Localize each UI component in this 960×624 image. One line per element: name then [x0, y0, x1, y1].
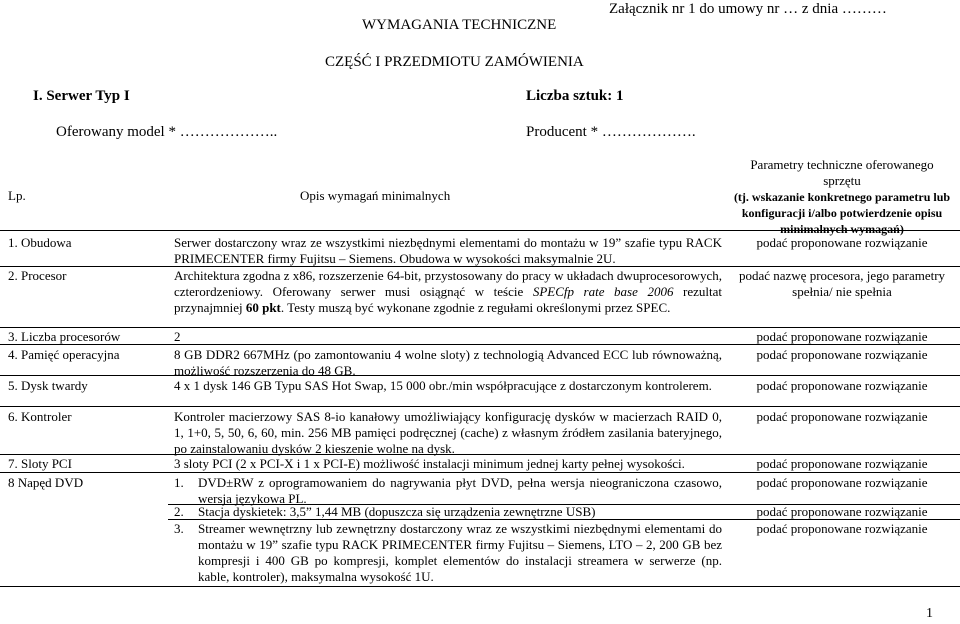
server-type: I. Serwer Typ I [33, 88, 130, 104]
row-description: 8 GB DDR2 667MHz (po zamontowaniu 4 wolne sloty) z technologią Advanced ECC lub równoważną, możliwość rozszerzenia do 48 GB. [174, 347, 722, 378]
sub-item-number: 2. [174, 504, 184, 519]
sub-item [174, 475, 722, 507]
row-description-part: Architektura zgodna z x86, rozszerzenie 64-bit, przystosowany do pracy w układach dwuprocesorowych, czterordzeniowy. Oferowany serwer musi osiągnąć w teście [174, 268, 722, 299]
row-description-part: . Testy muszą być wykonane zgodnie z regułami określonymi przez SPEC. [280, 300, 671, 315]
row-parameter: podać proponowane rozwiązanie [756, 329, 928, 344]
part-title: CZĘŚĆ I PRZEDMIOTU ZAMÓWIENIA [325, 54, 584, 70]
row-description [174, 268, 722, 316]
row-label: 7. Sloty PCI [8, 456, 72, 471]
attachment-note: Załącznik nr 1 do umowy nr … z dnia ……… [609, 1, 887, 17]
column-header-params-title: Parametry techniczne oferowanego sprzętu [750, 157, 934, 188]
row-parameter: podać nazwę procesora, jego parametry spełnia/ nie spełnia [738, 268, 946, 299]
row-label: 2. Procesor [8, 268, 67, 283]
row-label: 1. Obudowa [8, 235, 72, 250]
table-rule [0, 454, 960, 455]
table-rule [0, 586, 960, 587]
column-header-requirements: Opis wymagań minimalnych [300, 188, 451, 203]
producer: Producent * ………………. [526, 124, 696, 140]
benchmark-name: SPECfp rate base 2006 [532, 284, 674, 299]
row-parameter: podać proponowane rozwiązanie [756, 521, 928, 536]
row-label: 6. Kontroler [8, 409, 72, 424]
sub-item-number: 3. [174, 521, 184, 536]
quantity: Liczba sztuk: 1 [526, 88, 624, 104]
offered-model: Oferowany model * ……………….. [56, 124, 278, 140]
document-title: WYMAGANIA TECHNICZNE [362, 17, 557, 33]
row-parameter: podać proponowane rozwiązanie [756, 347, 928, 362]
row-description-part: rezultat przynajmniej [174, 284, 722, 315]
row-description: 3 sloty PCI (2 x PCI-X i 1 x PCI-E) możliwość instalacji minimum jednej karty pełnej wysokości. [174, 456, 685, 471]
row-parameter: podać proponowane rozwiązanie [756, 456, 928, 471]
row-label: 4. Pamięć operacyjna [8, 347, 120, 362]
row-description: Kontroler macierzowy SAS 8-io kanałowy umożliwiający konfigurację dysków w macierzach RAID 0, 1, 1+0, 5, 50, 6, 60, min. 256 MB pamięci podręcznej (cache) z własnym źródłem zasilania bateryjnego, po zainstalowaniu dysków 2 kieszenie wolne na dysk. [174, 409, 722, 456]
table-rule [0, 230, 960, 231]
sub-item-number: 1. [174, 475, 184, 490]
benchmark-score: 60 pkt [245, 300, 281, 315]
table-rule [0, 344, 960, 345]
table-rule [0, 375, 960, 376]
row-parameter: podać proponowane rozwiązanie [756, 475, 928, 490]
table-rule [0, 406, 960, 407]
row-label: 5. Dysk twardy [8, 378, 88, 393]
column-header-lp: Lp. [8, 188, 26, 203]
sub-item [174, 521, 722, 585]
page-number: 1 [926, 606, 933, 621]
sub-rule [168, 519, 960, 520]
row-description: 2 [174, 329, 181, 344]
row-label: 8 Napęd DVD [8, 475, 84, 490]
row-label: 3. Liczba procesorów [8, 329, 121, 344]
row-parameter: podać proponowane rozwiązanie [756, 378, 928, 393]
row-parameter: podać proponowane rozwiązanie [756, 235, 928, 250]
row-description: 4 x 1 dysk 146 GB Typu SAS Hot Swap, 15 000 obr./min współpracujące z dostarczonym kontrolerem. [174, 378, 712, 393]
table-rule [0, 266, 960, 267]
column-header-params [730, 157, 954, 237]
sub-item-text: Stacja dyskietek: 3,5” 1,44 MB (dopuszcza się urządzenia zewnętrzne USB) [198, 504, 596, 519]
row-parameter: podać proponowane rozwiązanie [756, 504, 928, 519]
sub-item-text: Streamer wewnętrzny lub zewnętrzny dostarczony wraz ze wszystkimi niezbędnymi elementami do montażu w 19” szafie typu RACK PRIMECENTER firmy Fujitsu – Siemens, LTO – 2, 200 GB bez kompresji i 400 GB po kompresji, komplet elementów do instalacji streamera w serwerze (np. kable, kontroler), maksymalna wysokość 1U. [198, 521, 722, 584]
row-description: Serwer dostarczony wraz ze wszystkimi niezbędnymi elementami do montażu w 19” szafie typu RACK PRIMECENTER firmy Fujitsu – Siemens. Obudowa w wysokości maksymalnie 2U. [174, 235, 722, 266]
column-header-params-note: (tj. wskazanie konkretnego parametru lub konfiguracji i/albo potwierdzenie opisu minimalnych wymagań) [733, 190, 951, 236]
sub-item [174, 504, 722, 520]
table-rule [0, 472, 960, 473]
row-parameter: podać proponowane rozwiązanie [756, 409, 928, 424]
table-rule [0, 327, 960, 328]
sub-item-text: DVD±RW z oprogramowaniem do nagrywania płyt DVD, pełna wersja nieograniczona czasowo, wersja językowa PL. [198, 475, 722, 506]
